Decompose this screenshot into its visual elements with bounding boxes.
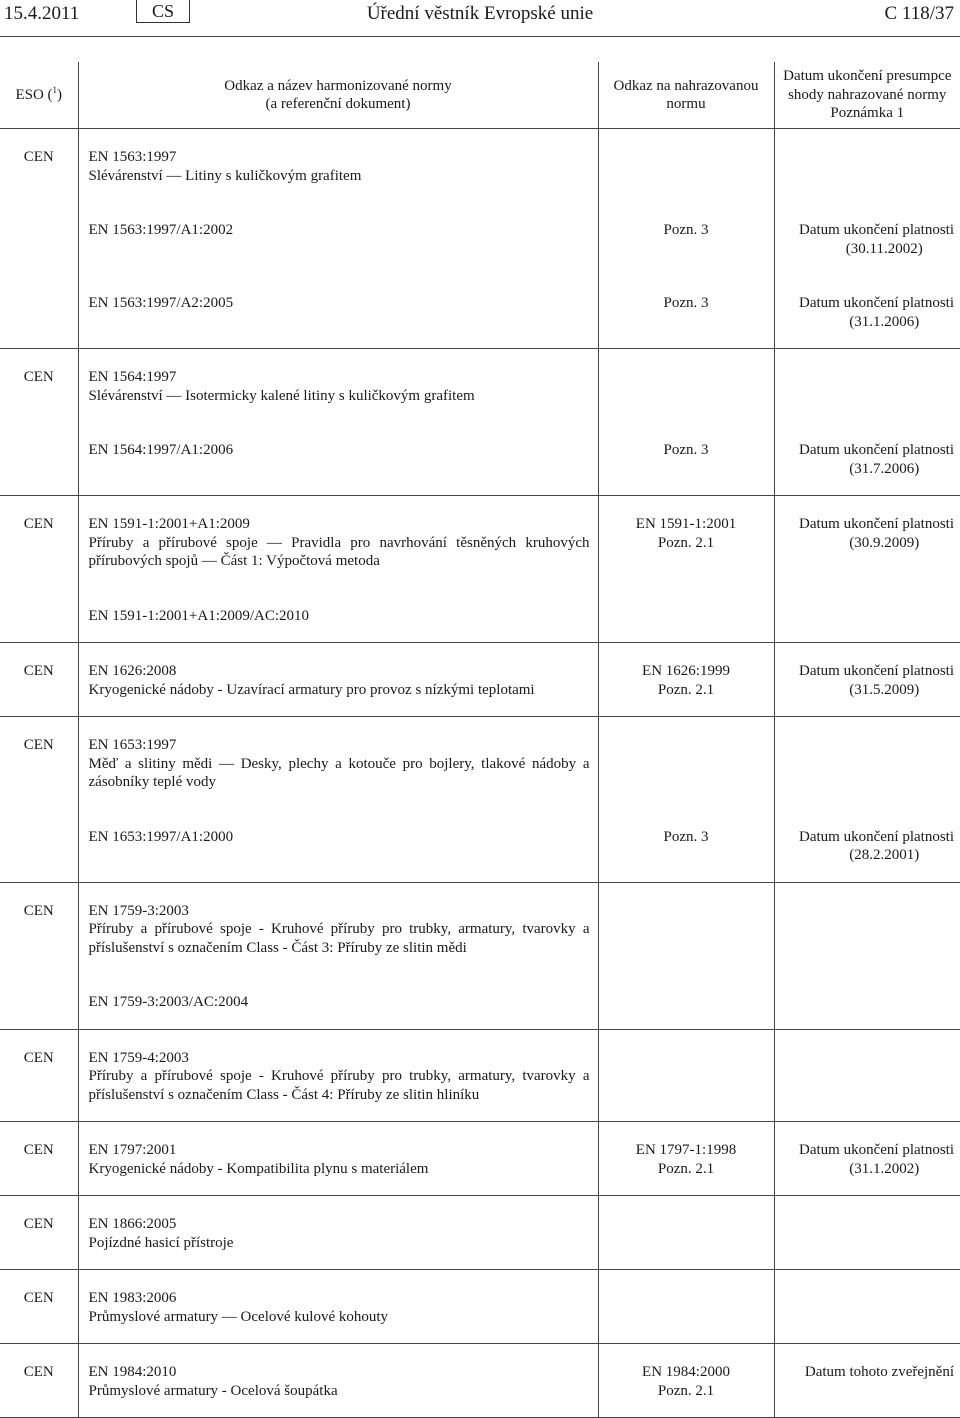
table-row — [0, 349, 960, 423]
standard-reference: EN 1759-4:2003 — [88, 1049, 189, 1066]
table-row — [0, 588, 960, 643]
replaced-cell — [598, 974, 774, 1029]
eso-cell — [0, 422, 78, 496]
standard-title: Příruby a přírubové spoje - Kruhové příruby pro trubky, armatury, tvarovky a příslušenství s označením Class - Část 3: Příruby ze slitin mědi — [88, 921, 590, 956]
reference-cell — [78, 717, 598, 809]
date-value: (31.5.2009) — [849, 681, 920, 698]
reference-cell — [78, 202, 598, 275]
reference-cell — [78, 129, 598, 203]
date-cell — [774, 809, 960, 883]
date-label: Datum ukončení platnosti — [799, 295, 954, 311]
date-label: Datum ukončení platnosti — [799, 222, 954, 238]
date-value: (30.11.2002) — [845, 240, 923, 257]
standard-reference: EN 1653:1997 — [88, 737, 177, 753]
eso-label: CEN — [23, 1049, 54, 1066]
reference-cell — [78, 1196, 598, 1270]
standard-reference: EN 1759-3:2003 — [88, 902, 189, 919]
date-cell — [774, 1029, 960, 1122]
replaced-cell — [598, 1270, 774, 1344]
page-header — [0, 0, 960, 32]
date-value: (31.7.2006) — [849, 460, 920, 477]
col-replaced: Odkaz na nahrazovanou normu — [598, 62, 774, 129]
table-row — [0, 717, 960, 809]
standard-reference: EN 1563:1997/A1:2002 — [88, 222, 234, 238]
eso-label: CEN — [23, 1142, 54, 1158]
replaced-cell — [598, 809, 774, 883]
reference-cell — [78, 882, 598, 974]
reference-cell — [78, 588, 598, 643]
eso-cell — [0, 496, 78, 588]
eso-label: CEN — [23, 1216, 54, 1232]
replaced-cell — [598, 422, 774, 496]
date-value: (30.9.2009) — [849, 534, 920, 551]
replaced-standard: Pozn. 2.1 — [657, 1160, 715, 1177]
replaced-standard: Pozn. 2.1 — [657, 1382, 715, 1399]
standard-reference: EN 1653:1997/A1:2000 — [88, 828, 234, 845]
table-row — [0, 974, 960, 1029]
standard-reference: EN 1797:2001 — [88, 1142, 177, 1158]
date-label: Datum ukončení platnosti — [799, 442, 954, 458]
table-row — [0, 1344, 960, 1418]
journal-title: Úřední věstník Evropské unie — [366, 3, 594, 24]
eso-cell — [0, 202, 78, 275]
eso-cell — [0, 1196, 78, 1270]
replaced-standard: Pozn. 3 — [663, 442, 709, 458]
reference-cell — [78, 1344, 598, 1418]
date-label: Datum ukončení platnosti — [799, 1142, 954, 1158]
reference-cell — [78, 349, 598, 423]
date-cell — [774, 588, 960, 643]
date-cell — [774, 202, 960, 275]
date-value: (28.2.2001) — [849, 847, 920, 863]
standard-reference: EN 1759-3:2003/AC:2004 — [88, 994, 249, 1010]
reference-cell — [78, 496, 598, 588]
page-number: C 118/37 — [884, 3, 954, 24]
replaced-cell — [598, 202, 774, 275]
date-cell — [774, 1344, 960, 1418]
date-cell — [774, 496, 960, 588]
table-row — [0, 1270, 960, 1344]
replaced-cell — [598, 643, 774, 717]
eso-label: CEN — [23, 1364, 54, 1380]
eso-label: CEN — [23, 1290, 54, 1306]
eso-cell — [0, 882, 78, 974]
date-label: Datum ukončení platnosti — [799, 663, 954, 679]
eso-cell — [0, 349, 78, 423]
replaced-standard: Pozn. 2.1 — [657, 534, 715, 551]
date-value: (31.1.2006) — [849, 313, 920, 330]
eso-cell — [0, 588, 78, 643]
eso-cell — [0, 129, 78, 203]
standard-title: Pojízdné hasicí přístroje — [88, 1234, 234, 1251]
replaced-cell — [598, 1196, 774, 1270]
standard-reference: EN 1866:2005 — [88, 1216, 177, 1232]
table-row — [0, 882, 960, 974]
replaced-cell — [598, 275, 774, 349]
replaced-standard: EN 1797-1:1998 — [635, 1142, 737, 1158]
eso-label: CEN — [23, 737, 54, 753]
table-row — [0, 1029, 960, 1122]
standard-title: Průmyslové armatury - Ocelová šoupátka — [88, 1382, 338, 1399]
replaced-cell — [598, 717, 774, 809]
table-row — [0, 809, 960, 883]
standards-table — [0, 62, 960, 1418]
reference-cell — [78, 1029, 598, 1122]
date-cell — [774, 717, 960, 809]
date-cell — [774, 1122, 960, 1196]
replaced-standard: Pozn. 3 — [663, 828, 709, 845]
date-label: Datum ukončení platnosti — [799, 828, 954, 845]
eso-label: CEN — [23, 149, 54, 165]
col-reference: Odkaz a název harmonizované normy (a referenční dokument) — [78, 62, 598, 129]
replaced-standard: Pozn. 2.1 — [657, 681, 715, 698]
eso-cell — [0, 1029, 78, 1122]
replaced-cell — [598, 129, 774, 203]
eso-cell — [0, 275, 78, 349]
table-row — [0, 1196, 960, 1270]
standard-title: Slévárenství — Isotermicky kalené litiny s kuličkovým grafitem — [88, 387, 475, 404]
reference-cell — [78, 1270, 598, 1344]
date-cell — [774, 129, 960, 203]
date-label: Datum ukončení platnosti — [799, 516, 954, 532]
standard-title: Slévárenství — Litiny s kuličkovým grafitem — [88, 167, 362, 184]
standard-title: Kryogenické nádoby - Uzavírací armatury pro provoz s nízkými teplotami — [88, 681, 535, 698]
replaced-cell — [598, 1029, 774, 1122]
table-row — [0, 1122, 960, 1196]
replaced-cell — [598, 882, 774, 974]
date-cell — [774, 882, 960, 974]
eso-label: CEN — [23, 516, 54, 532]
table-row — [0, 129, 960, 203]
date-cell — [774, 422, 960, 496]
header-rule — [0, 36, 960, 37]
standard-reference: EN 1626:2008 — [88, 663, 177, 679]
date-value: (31.1.2002) — [849, 1160, 920, 1177]
table-row — [0, 643, 960, 717]
eso-cell — [0, 717, 78, 809]
date-cell — [774, 974, 960, 1029]
standard-title: Kryogenické nádoby - Kompatibilita plynu s materiálem — [88, 1160, 429, 1177]
date-cell — [774, 643, 960, 717]
replaced-cell — [598, 588, 774, 643]
replaced-standard: Pozn. 3 — [663, 295, 709, 311]
standard-title: Příruby a přírubové spoje — Pravidla pro navrhování těsněných kruhových přírubových spojů — Část 1: Výpočtová metoda — [88, 534, 590, 569]
standard-reference: EN 1591-1:2001+A1:2009/AC:2010 — [88, 607, 310, 624]
reference-cell — [78, 809, 598, 883]
replaced-cell — [598, 1344, 774, 1418]
eso-label: CEN — [23, 663, 54, 679]
reference-cell — [78, 974, 598, 1029]
eso-cell — [0, 974, 78, 1029]
standard-reference: EN 1983:2006 — [88, 1290, 177, 1306]
reference-cell — [78, 422, 598, 496]
col-date: Datum ukončení presumpce shody nahrazované normy Poznámka 1 — [774, 62, 960, 129]
eso-cell — [0, 1344, 78, 1418]
standard-reference: EN 1563:1997/A2:2005 — [88, 295, 234, 311]
standard-reference: EN 1591-1:2001+A1:2009 — [88, 516, 250, 532]
table-row — [0, 496, 960, 588]
table-row — [0, 202, 960, 275]
eso-cell — [0, 1122, 78, 1196]
eso-cell — [0, 1270, 78, 1344]
date-label: Datum tohoto zveřejnění — [804, 1364, 954, 1380]
standard-reference: EN 1564:1997/A1:2006 — [88, 442, 234, 458]
replaced-standard: EN 1984:2000 — [642, 1364, 730, 1380]
date-cell — [774, 1270, 960, 1344]
replaced-standard: EN 1626:1999 — [642, 663, 730, 679]
eso-label: CEN — [23, 902, 54, 919]
standard-reference: EN 1563:1997 — [88, 149, 177, 165]
standard-title: Příruby a přírubové spoje - Kruhové příruby pro trubky, armatury, tvarovky a příslušenství s označením Class - Část 4: Příruby ze slitin hliníku — [88, 1068, 590, 1103]
reference-cell — [78, 1122, 598, 1196]
replaced-cell — [598, 349, 774, 423]
standard-reference: EN 1984:2010 — [88, 1364, 177, 1380]
reference-cell — [78, 275, 598, 349]
header-date: 15.4.2011 — [4, 3, 80, 24]
col-eso: ESO ($^1$) — [0, 62, 78, 129]
date-cell — [774, 1196, 960, 1270]
standard-title: Měď a slitiny mědi — Desky, plechy a kotouče pro bojlery, tlakové nádoby a zásobníky teplé vody — [88, 755, 590, 790]
eso-label: CEN — [23, 369, 54, 385]
eso-cell — [0, 643, 78, 717]
replaced-cell — [598, 1122, 774, 1196]
language-box: CS — [136, 0, 190, 23]
table-row — [0, 275, 960, 349]
date-cell — [774, 349, 960, 423]
date-cell — [774, 275, 960, 349]
table-header-row — [0, 62, 960, 129]
eso-cell — [0, 809, 78, 883]
replaced-standard: EN 1591-1:2001 — [635, 516, 737, 532]
replaced-cell — [598, 496, 774, 588]
table-row — [0, 422, 960, 496]
standard-title: Průmyslové armatury — Ocelové kulové kohouty — [88, 1308, 389, 1325]
reference-cell — [78, 643, 598, 717]
replaced-standard: Pozn. 3 — [663, 222, 709, 238]
standard-reference: EN 1564:1997 — [88, 369, 177, 385]
